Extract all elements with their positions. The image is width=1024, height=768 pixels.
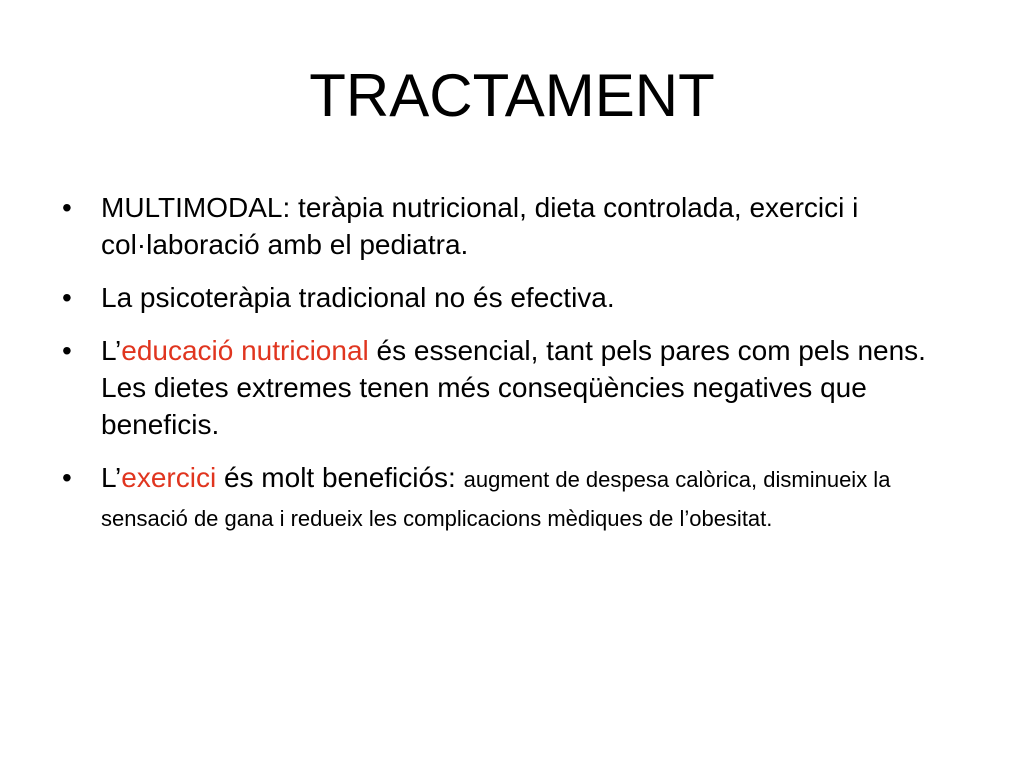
bullet-icon: •	[62, 462, 72, 493]
bullet-icon: •	[62, 335, 72, 366]
bullet-item-multimodal	[62, 189, 962, 263]
bullet-detail: augment de despesa calòrica, disminueix la sensació de gana i redueix les complicacions mèdiques de l’obesitat.	[101, 467, 891, 531]
bullet-icon: •	[62, 192, 72, 223]
bullet-highlight: exercici	[121, 462, 217, 493]
bullet-prefix: L’	[101, 462, 122, 493]
bullet-prefix: L’	[101, 335, 122, 366]
bullet-icon: •	[62, 282, 72, 313]
bullet-item-exercici	[62, 459, 962, 537]
bullet-text: La psicoteràpia tradicional no és efectiva.	[101, 282, 615, 313]
bullet-list	[62, 189, 962, 553]
slide-title: TRACTAMENT	[309, 62, 715, 129]
bullet-highlight: educació nutricional	[121, 335, 369, 366]
bullet-item-educacio	[62, 332, 962, 443]
bullet-text: és essencial, tant pels pares com pels nens. Les dietes extremes tenen més conseqüències negatives que beneficis.	[101, 335, 926, 440]
bullet-text: MULTIMODAL: teràpia nutricional, dieta controlada, exercici i col·laboració amb el pediatra.	[101, 192, 859, 260]
bullet-text: és molt beneficiós:	[216, 462, 464, 493]
bullet-item-psicoterapia	[62, 279, 962, 316]
